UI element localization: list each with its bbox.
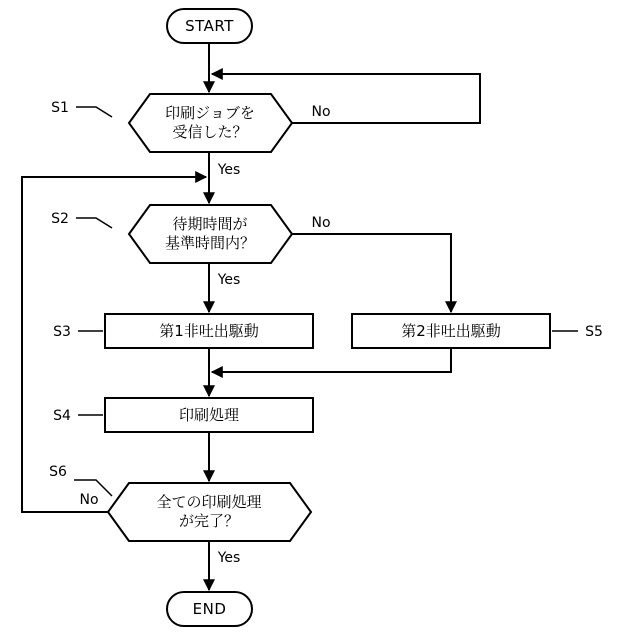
edge-s2-no-to-s5 bbox=[292, 234, 451, 312]
node-start-label: START bbox=[185, 17, 234, 35]
node-start-shape bbox=[167, 9, 252, 43]
edge-label-s6-no: No bbox=[79, 492, 99, 508]
step-label-s5: S5 bbox=[585, 324, 603, 340]
edge-label-s2-no: No bbox=[311, 215, 331, 231]
node-s2-label: 待期時間が 基準時間内？ bbox=[164, 215, 255, 252]
edge-s5-to-merge bbox=[212, 348, 451, 372]
edge-label-s6-yes: Yes bbox=[217, 550, 241, 566]
step-label-s3: S3 bbox=[53, 324, 71, 340]
step-label-s6: S6 bbox=[49, 464, 67, 480]
leader-s2 bbox=[76, 218, 112, 228]
edge-label-s1-yes: Yes bbox=[217, 162, 241, 178]
node-end-shape bbox=[167, 592, 252, 626]
node-s3-shape bbox=[105, 314, 313, 348]
node-s4-shape bbox=[105, 398, 313, 432]
node-end-label: END bbox=[192, 600, 227, 618]
edge-label-s1-no: No bbox=[311, 104, 331, 120]
node-s1-shape bbox=[129, 94, 292, 152]
node-s5-shape bbox=[352, 314, 550, 348]
node-s3-label: 第1非吐出駆動 bbox=[159, 322, 259, 340]
step-label-s2: S2 bbox=[51, 211, 69, 227]
step-label-s1: S1 bbox=[51, 100, 69, 116]
node-s6-label: 全ての印刷処理 が完了？ bbox=[156, 493, 262, 530]
node-s2-shape bbox=[129, 205, 292, 263]
node-s4-label: 印刷処理 bbox=[178, 406, 239, 424]
leader-s1 bbox=[76, 107, 112, 117]
leader-s6 bbox=[74, 480, 112, 496]
node-s5-label: 第2非吐出駆動 bbox=[401, 322, 501, 340]
node-s6-shape bbox=[108, 483, 311, 541]
edge-label-s2-yes: Yes bbox=[217, 272, 241, 288]
node-s1-label: 印刷ジョブを 受信した？ bbox=[165, 104, 255, 141]
step-label-s4: S4 bbox=[53, 408, 71, 424]
